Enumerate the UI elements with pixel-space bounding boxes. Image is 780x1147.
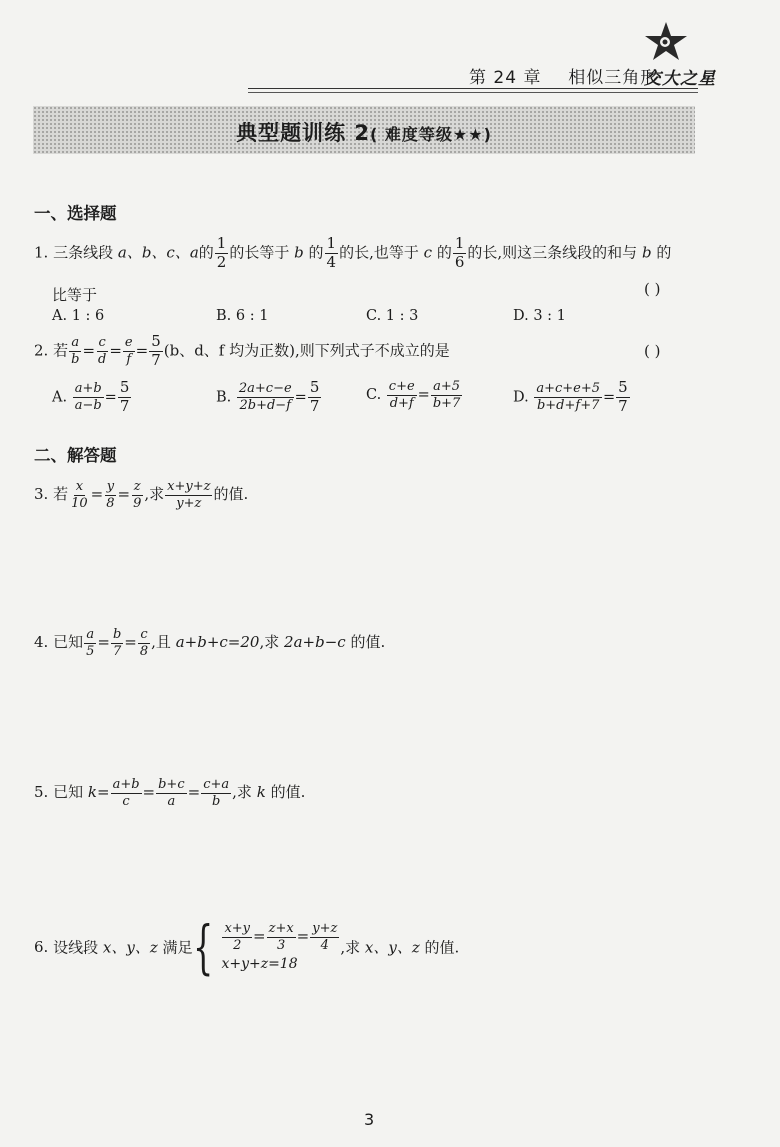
question-5: 5. 已知 k= $\frac{a+b}{c}$ = $\frac{b+c}{a}$ = $\frac{c+a}{b}$ ,求 k 的值. (34, 777, 306, 809)
chapter-label: 第 24 章 (469, 68, 542, 88)
section-choice-heading: 一、选择题 (34, 204, 117, 223)
header-rule (248, 88, 698, 89)
section-answer-heading: 二、解答题 (34, 446, 117, 465)
header-rule-thin (248, 92, 698, 93)
answer-blank-2[interactable]: ( ) (644, 342, 661, 360)
question-1: 1. 三条线段 a、b、c、a的 $\frac{1}{2}$ 的长等于 b 的 $\frac{1}{4}$ 的长,也等于 c 的 $\frac{1}{6}$ 的长,则这三条线段的和与 b 的 (34, 234, 672, 271)
q2-option-a[interactable]: A. $\frac{a+b}{a-b}$ = $\frac{5}{7}$ (52, 378, 130, 415)
answer-blank-1[interactable]: ( ) (644, 280, 661, 298)
question-number: 1. (34, 243, 49, 262)
q1-option-d[interactable]: D. 3 : 1 (513, 308, 566, 324)
q2-option-c[interactable]: C. $\frac{c+e}{d+f}$ = $\frac{a+5}{b+7}$ (366, 379, 461, 411)
q1-option-b[interactable]: B. 6 : 1 (216, 308, 269, 324)
variables: a、b、c、a (117, 243, 199, 262)
q2-option-d[interactable]: D. $\frac{a+c+e+5}{b+d+f+7}$ = $\frac{5}{7}$ (513, 378, 628, 415)
q2-option-b[interactable]: B. $\frac{2a+c-e}{2b+d-f}$ = $\frac{5}{7}$ (216, 378, 320, 415)
brand-logo-text: 交大之星 (644, 69, 716, 89)
question-3: 3. 若 $\frac{x}{10}$ = $\frac{y}{8}$ = $\frac{z}{9}$ ,求 $\frac{x+y+z}{y+z}$ 的值. (34, 479, 249, 511)
brace-symbol: { (192, 913, 213, 981)
page-number: 3 (364, 1110, 375, 1129)
title-banner (33, 106, 695, 154)
q1-option-c[interactable]: C. 1 : 3 (366, 308, 419, 324)
difficulty-label: ( 难度等级★★) (370, 125, 492, 144)
chapter-title: 相似三角形 (568, 68, 659, 88)
question-2: 2. 若 $\frac{a}{b}$ = $\frac{c}{d}$ = $\frac{e}{f}$ = $\frac{5}{7}$ (b、d、f 均为正数),则下列式子不成立的是 (34, 332, 450, 369)
star-logo-icon (642, 20, 690, 68)
question-1-line2: 比等于 (52, 286, 98, 304)
question-6: 6. 设线段 x、y、z 满足{ $\frac{x+y}{2}$ = $\frac{z+x}{3}$ = $\frac{y+z}{4}$ x+y+z=18 ,求 x、y、z 的值. (34, 913, 460, 981)
q1-option-a[interactable]: A. 1 : 6 (52, 308, 105, 324)
question-4: 4. 已知 $\frac{a}{5}$ = $\frac{b}{7}$ = $\frac{c}{8}$ ,且 a+b+c=20,求 2a+b−c 的值. (34, 627, 386, 659)
banner-title: 典型题训练 2 (236, 121, 371, 145)
